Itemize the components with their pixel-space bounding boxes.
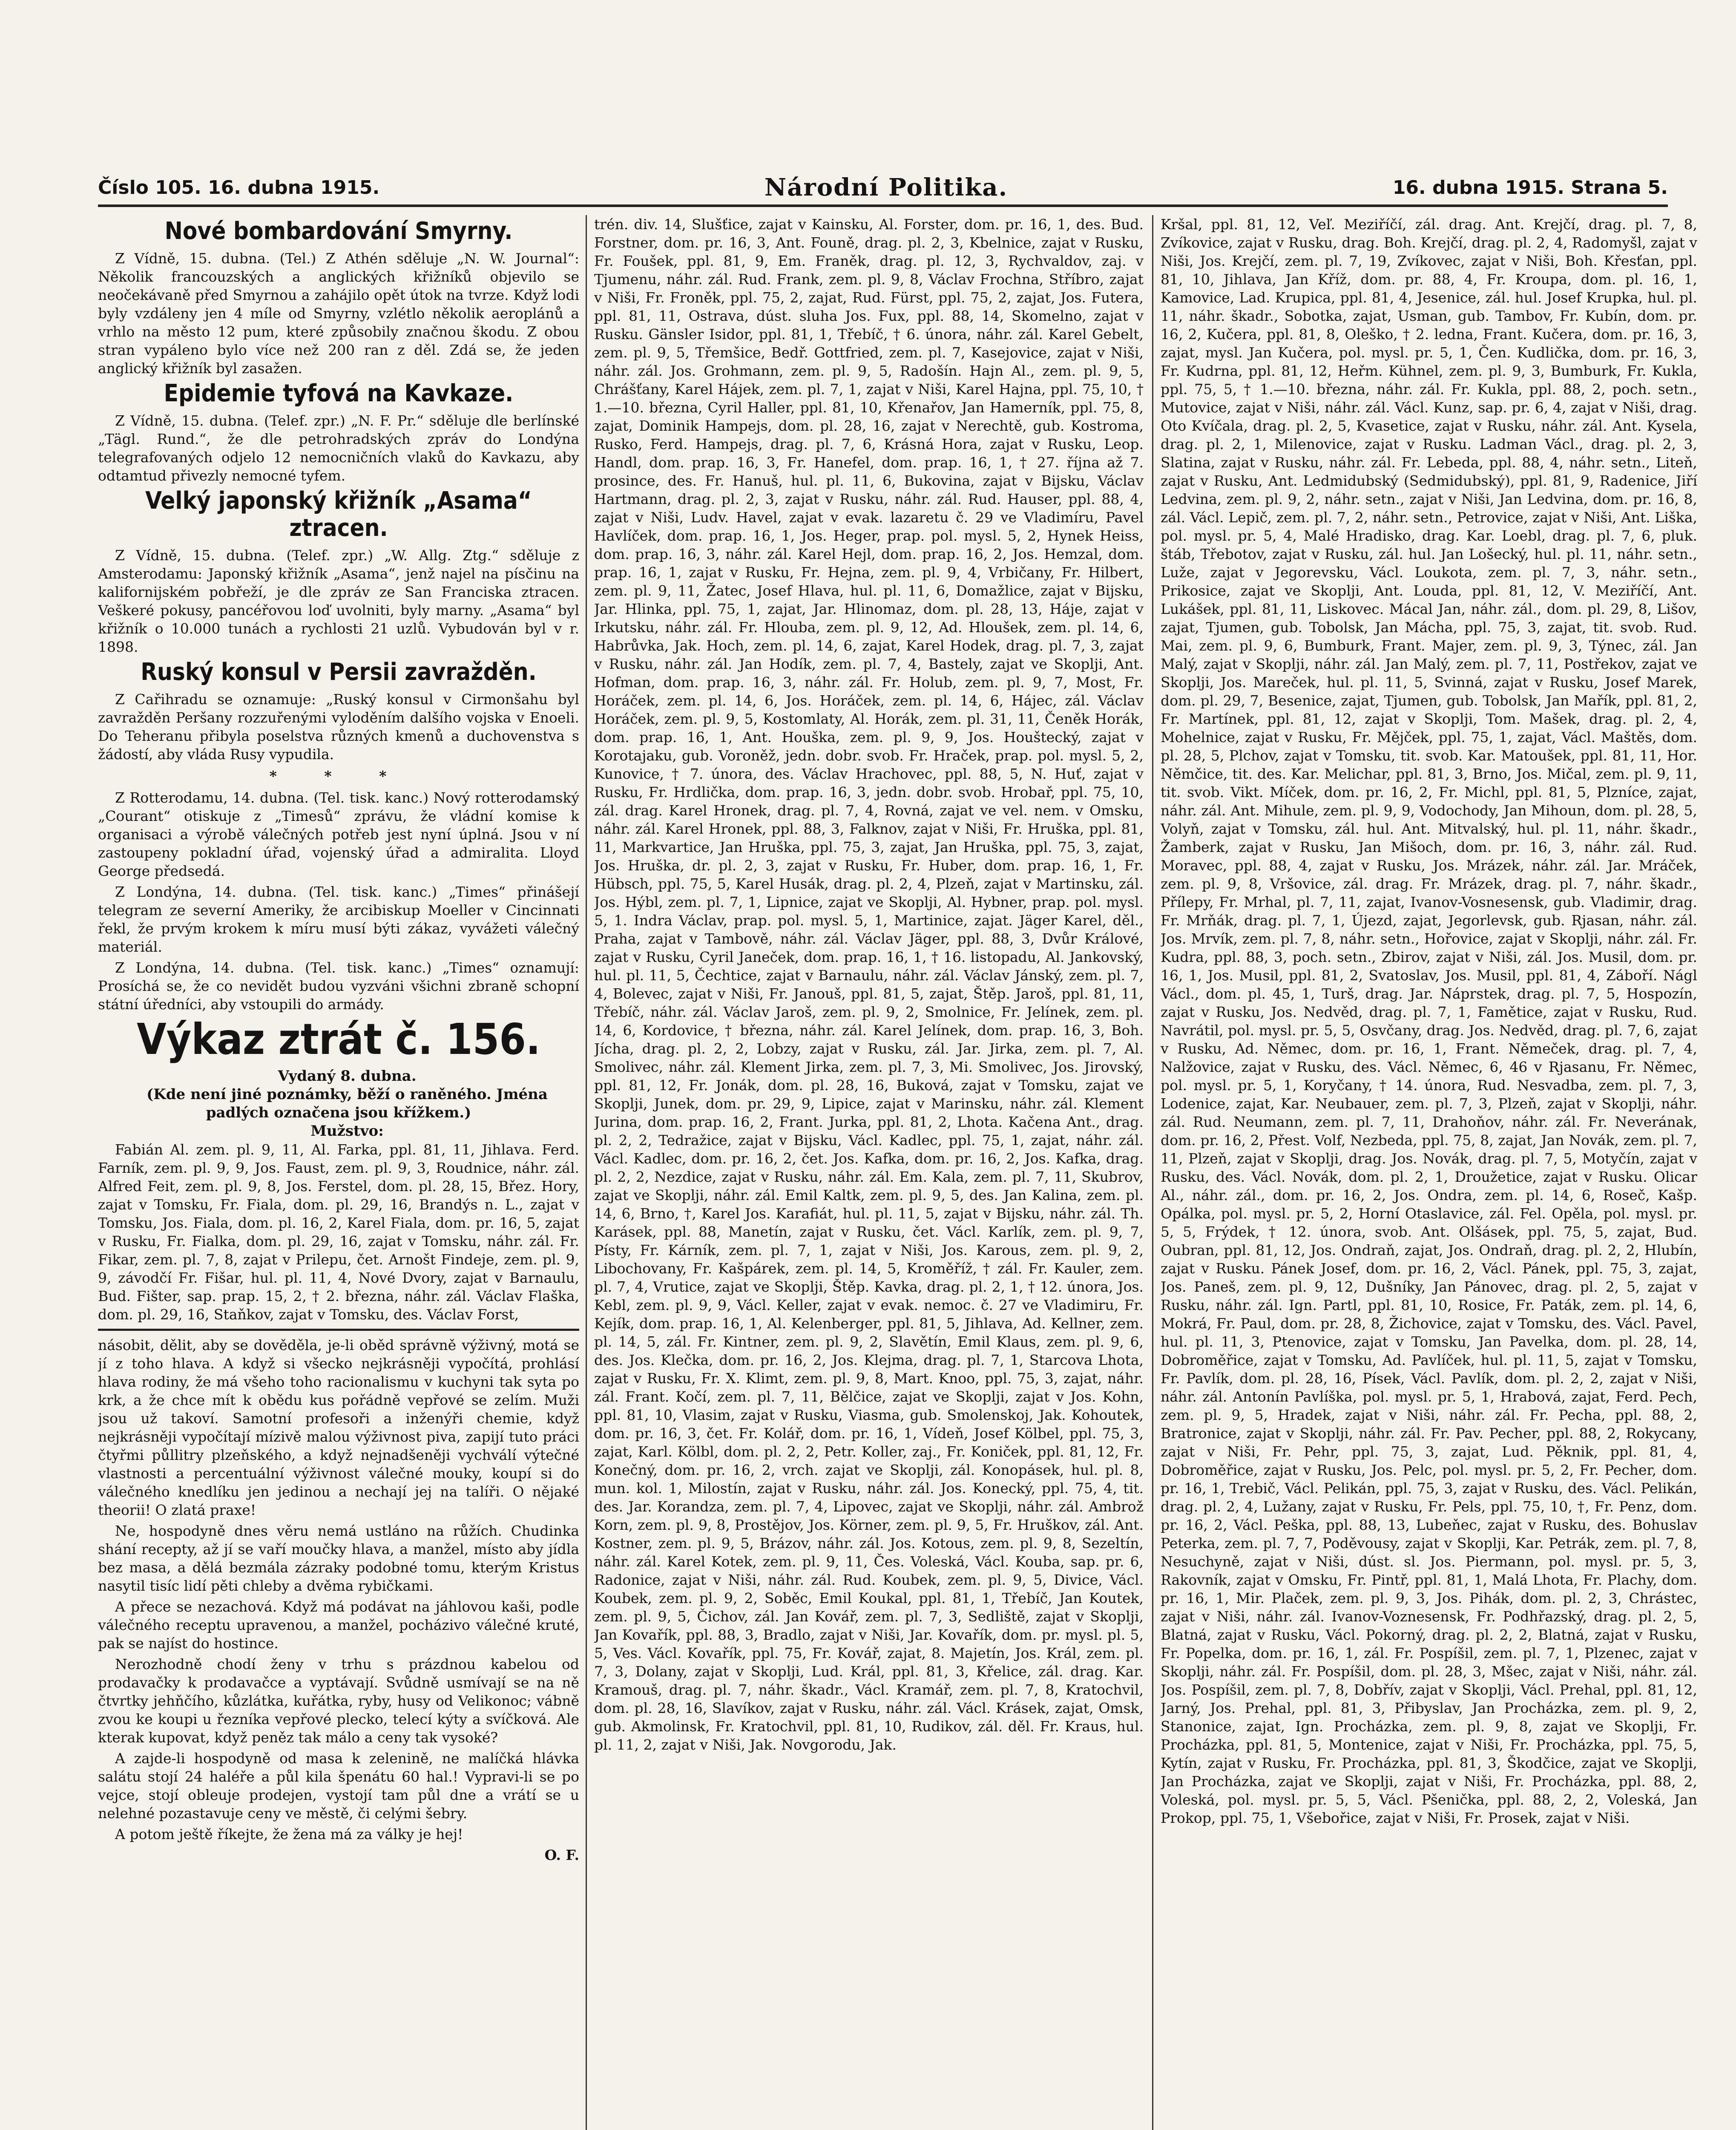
column-rule bbox=[1152, 215, 1153, 2130]
headline: Výkaz ztrát č. 156. bbox=[137, 1014, 540, 1064]
column-2 bbox=[594, 215, 1144, 2130]
feuilleton-text: A zajde-li hospodyně od masa k zelenině, ne malíčká hlávka salátu stojí 24 haléře a půl kila špenátu 60 hal.! Vypravi-li se po vejce, stojí obleuje prodejen, vystojí tam půl dne a vrátí se u nelehné pozastavuje ceny ve městě, či celými šebry. bbox=[98, 1750, 579, 1822]
feuilleton-text: A potom ještě říkejte, že žena má za války je hej! bbox=[115, 1826, 463, 1842]
feuilleton-text: Ne, hospodyně dnes věru nemá ustláno na růžích. Chudinka shání recepty, až jí se vaří moučky hlava, a manžel, místo aby jídla bez masa, a dělá bezmála zázraky podobné tomu, kterým Kristus nasytil tisíc lidí pěti chleby a dvěma rybičkami. bbox=[98, 1523, 579, 1594]
subheading: Mužstvo: bbox=[310, 1123, 384, 1140]
article-text: Z Londýna, 14. dubna. (Tel. tisk. kanc.) „Times“ přinášejí telegram ze severní Ameriky, že arcibiskup Moeller v Cincinnati řekl, že prvým krokem k míru musí býti zákaz, vyvážeti válečný materiál. bbox=[98, 884, 579, 955]
headline: Ruský konsul v Persii zavražděn. bbox=[141, 658, 537, 686]
article-text: Z Rotterodamu, 14. dubna. (Tel. tisk. kanc.) Nový rotterodamský „Courant“ otiskuje z „Timesů“ zprávu, že vládní komise k organisaci a výrobě válečných potřeb jest nyní úplná. Jsou v ní zastoupeny pokladní úřad, vojenský úřad a admiralita. Lloyd George předsedá. bbox=[98, 789, 579, 879]
headline: Nové bombardování Smyrny. bbox=[164, 217, 513, 245]
feuilleton-text: A přece se nezachová. Když má podávat na jáhlovou kaši, podle válečného receptu upravenou, a manžel, pocházivo válečné kruté, pak se najíst do hostince. bbox=[98, 1598, 579, 1652]
column-rule bbox=[586, 215, 587, 2130]
column-3 bbox=[1161, 215, 1697, 2130]
feuilleton-text: Nerozhodně chodí ženy v trhu s prázdnou kabelou od prodavačky k prodavačce a vyptávají. Svůdně usmívají se na ně čtvrtky jehňčího, kůzlátka, kuřátka, ryby, husy od Velikonoc; vábně zvou ke koupi u řezníka vepřové plecko, telecí kýty a svíčková. Ale kterak kupovat, když peněz tak málo a ceny tak vysoké? bbox=[98, 1656, 579, 1746]
subheading: (Kde není jiné poznámky, běží o raněného. Jména padlých označena jsou křížkem.) bbox=[147, 1086, 548, 1121]
headline: Epidemie tyfová na Kavkaze. bbox=[164, 380, 514, 407]
page-header bbox=[98, 170, 1668, 207]
signature: O. F. bbox=[544, 1847, 579, 1863]
article-text: Z Vídně, 15. dubna. (Telef. zpr.) „W. Allg. Ztg.“ sděluje z Amsterodamu: Japonský křižník „Asama“, jenž najel na písčinu na kalifornijském pobřeží, je dle zpráv ze San Franciska ztracen. Veškeré pokusy, pancéřovou loď uvolniti, byly marny. „Asama“ byl křižník o 10.000 tunách a rychlosti 21 uzlů. Vybudován byl v r. 1898. bbox=[98, 547, 579, 655]
headline: Velký japonský křižník „Asama“ ztracen. bbox=[145, 487, 532, 542]
section-stars: * * * bbox=[269, 768, 408, 784]
article-text: Z Londýna, 14. dubna. (Tel. tisk. kanc.) „Times“ oznamují: Prosíchá se, že co nevidět budou vyzváni všichni zbraně schopní státní úředníci, aby vstoupili do armády. bbox=[98, 959, 579, 1013]
newspaper-title: Národní Politika. bbox=[764, 173, 1008, 201]
page-date-number: 16. dubna 1915. Strana 5. bbox=[1392, 176, 1668, 199]
article-text: Z Vídně, 15. dubna. (Telef. zpr.) „N. F. Pr.“ sděluje dle berlínské „Tägl. Rund.“, že dle petrohradských zpráv do Londýna telegrafovaných odjelo 12 nemocničních vlaků do Kavkazu, aby odtamtud přivezly nemocné tyfem. bbox=[98, 412, 579, 484]
article-text: Z Cařihradu se oznamuje: „Ruský konsul v Cirmonšahu byl zavražděn Peršany rozzuřenými vyloděním dalšího vojska v Enoeli. Do Teheranu přibyla poselstva různých kmenů a duchovenstva s žádostí, aby vláda Rusy vypudila. bbox=[98, 691, 579, 763]
article-text: Z Vídně, 15. dubna. (Tel.) Z Athén sděluje „N. W. Journal“: Několik francouzských a anglických křižníků objevilo se neočekávaně před Smyrnou a zahájilo opět útok na tvrze. Když lodi byly vzdáleny jen 4 míle od Smyrny, vzlétlo několik aeroplánů a vrhlo na město 12 pum, které způsobily značnou škodu. Z obou stran vypáleno bylo více než 200 ran z děl. Zdá se, že jeden anglický křižník byl zasažen. bbox=[98, 250, 579, 377]
separator-rule bbox=[98, 1329, 579, 1331]
issue-number: Číslo 105. 16. dubna 1915. bbox=[98, 176, 380, 199]
casualty-list: trén. div. 14, Slušťice, zajat v Kainsku, Al. Forster, dom. pr. 16, 1, des. Bud. Forstner, dom. pr. 16, 3, Ant. Founě, drag. pl. 2, 3, Kbelnice, zajat v Rusku, Fr. Foušek, ppl. 81, 9, Em. Franěk, drag. pl. 12, 3, Rychvaldov, zaj. v Tjumenu, náhr. zál. Rud. Frank, zem. pl. 9, 8, Václav Frochna, Stříbro, zajat v Niši, Fr. Froněk, ppl. 75, 2, zajat, Rud. Fürst, ppl. 75, 2, zajat, Jos. Futera, ppl. 81, 11, Ostrava, dúst. sluha Jos. Fux, ppl. 88, 14, Skomelno, zajat v Rusku. Gänsler Isidor, ppl. 81, 1, Třebíč, † 6. února, náhr. zál. Karel Gebelt, zem. pl. 9, 5, Třemšice, Bedř. Gottfried, zem. pl. 7, Kasejovice, zajat v Niši, náhr. zál. Jos. Grohmann, zem. pl. 9, 5, Radošín. Hajn Al., zem. pl. 9, 5, Chrášťany, Karel Hájek, zem. pl. 7, 1, zajat v Niši, Karel Hajna, ppl. 75, 10, † 1.—10. března, Cyril Haller, ppl. 81, 10, Křenařov, Jan Hamerník, ppl. 75, 8, zajat, Dominik Hampejs, dom. pl. 28, 16, zajat v Nerechtě, gub. Kostroma, Rusko, Ferd. Hampejs, drag. pl. 7, 6, Krásná Hora, zajat v Rusku, Leop. Handl, dom. prap. 16, 3, Fr. Hanefel, dom. prap. 16, 1, † 27. října až 7. prosince, des. Fr. Hanuš, hul. pl. 11, 6, Bukovina, zajat v Bijsku, Václav Hartmann, drag. pl. 2, 3, zajat v Rusku, náhr. zál. Rud. Hauser, ppl. 88, 4, zajat v Niši, Ludv. Havel, zajat v evak. lazaretu č. 29 ve Vladimíru, Pavel Havlíček, dom. prap. 16, 1, Jos. Heger, prap. pol. mysl. 5, 2, Hynek Heiss, dom. prap. 16, 3, náhr. zál. Karel Hejl, dom. prap. 16, 2, Jos. Hemzal, dom. prap. 16, 1, zajat v Rusku, Fr. Hejna, zem. pl. 9, 4, Vrbičany, Fr. Hilbert, zem. pl. 9, 11, Žatec, Josef Hlava, hul. pl. 11, 6, Domažlice, zajat v Bijsku, Jar. Hlinka, ppl. 75, 1, zajat, Jar. Hlinomaz, dom. pl. 28, 13, Háje, zajat v Irkutsku, náhr. zál. Fr. Hlouba, zem. pl. 9, 12, Ad. Hloušek, zem. pl. 14, 6, Habrůvka, Jak. Hoch, zem. pl. 14, 6, zajat, Karel Hodek, drag. pl. 7, 3, zajat v Rusku, náhr. zál. Jan Hodík, zem. pl. 7, 4, Bastely, zajat ve Skoplji, Ant. Hofman, dom. prap. 16, 3, náhr. zál. Fr. Holub, zem. pl. 9, 7, Most, Fr. Horáček, zem. pl. 14, 6, Jos. Horáček, zem. pl. 14, 6, Hájec, zál. Václav Horáček, zem. pl. 9, 5, Kostomlaty, Al. Horák, zem. pl. 31, 11, Čeněk Horák, dom. prap. 16, 1, Ant. Houška, zem. pl. 9, 9, Jos. Houštecký, zajat v Korotajaku, gub. Voroněž, jedn. dobr. svob. Fr. Hraček, prap. pol. mysl. 5, 2, Kunovice, † 7. února, des. Václav Hrachovec, ppl. 88, 5, N. Huť, zajat v Rusku, Fr. Hrdlička, dom. prap. 16, 3, jedn. dobr. svob. Hrobař, ppl. 75, 10, zál. drag. Karel Hronek, drag. pl. 7, 4, Rovná, zajat ve vel. nem. v Omsku, náhr. zál. Karel Hronek, ppl. 88, 3, Falknov, zajat v Niši, Fr. Hruška, ppl. 81, 11, Markvartice, Jan Hruška, ppl. 75, 3, zajat, Jan Hruška, ppl. 75, 3, zajat, Jos. Hruška, dr. pl. 2, 3, zajat v Rusku, Fr. Huber, dom. prap. 16, 1, Fr. Hübsch, ppl. 75, 5, Karel Husák, drag. pl. 2, 4, Plzeň, zajat v Martinsku, zál. Jos. Hýbl, zem. pl. 7, 1, Lipnice, zajat ve Skoplji, Al. Hybner, prap. pol. mysl. 5, 1. Indra Václav, prap. pol. mysl. 5, 1, Martinice, zajat. Jäger Karel, děl., Praha, zajat v Tambově, náhr. zál. Václav Jäger, ppl. 88, 3, Dvůr Králové, zajat v Rusku, Cyril Janeček, dom. prap. 16, 1, † 16. listopadu, Al. Jankovský, hul. pl. 11, 5, Čechtice, zajat v Barnaulu, náhr. zál. Václav Jánský, zem. pl. 7, 4, Bolevec, zajat v Niši, Fr. Janouš, ppl. 81, 5, zajat, Štěp. Jaroš, ppl. 81, 11, Třebíč, náhr. zál. Václav Jaroš, zem. pl. 9, 2, Smolnice, Fr. Jelínek, zem. pl. 14, 6, Kordovice, † března, náhr. zál. Karel Jelínek, dom. prap. 16, 3, Boh. Jícha, drag. pl. 2, 2, Lobzy, zajat v Rusku, zál. Jar. Jirka, zem. pl. 7, Al. Smolivec, náhr. zál. Klement Jirka, zem. pl. 7, 3, Mi. Smolivec, Jos. Jirovský, ppl. 81, 12, Fr. Jonák, dom. pl. 28, 16, Buková, zajat v Tomsku, zajat ve Skoplji, Junek, dom. pr. 29, 9, Lipice, zajat v Marinsku, náhr. zál. Klement Jurina, dom. prap. 16, 2, Frant. Jurka, ppl. 81, 2, Lhota. Kačena Ant., drag. pl. 2, 2, Tedražice, zajat v Bijsku, Václ. Kadlec, ppl. 75, 1, zajat, náhr. zál. Václ. Kadlec, dom. pr. 16, 2, čet. Jos. Kafka, dom. pr. 16, 2, Jos. Kafka, drag. pl. 2, 2, Nezdice, zajat v Rusku, náhr. zál. Em. Kala, zem. pl. 7, 11, Skubrov, zajat ve Skoplji, náhr. zál. Emil Kaltk, zem. pl. 9, 5, des. Jan Kalina, zem. pl. 14, 6, Brno, †, Karel Jos. Karafiát, hul. pl. 11, 5, zajat v Bijsku, náhr. zál. Th. Karásek, ppl. 88, Manetín, zajat v Rusku, čet. Václ. Karlík, zem. pl. 9, 7, Písty, Fr. Kárník, zem. pl. 7, 1, zajat v Niši, Jos. Karous, zem. pl. 9, 2, Libochovany, Fr. Kašpárek, zem. pl. 14, 5, Kroměříž, † zál. Fr. Kauler, zem. pl. 7, 4, Vrutice, zajat ve Skoplji, Štěp. Kavka, drag. pl. 2, 1, † 12. února, Jos. Kebl, zem. pl. 9, 9, Václ. Keller, zajat v evak. nemoc. č. 27 ve Vladimiru, Fr. Kejík, dom. prap. 16, 1, Al. Kelenberger, ppl. 81, 5, Jihlava, Ad. Kellner, zem. pl. 14, 5, zál. Fr. Kintner, zem. pl. 9, 2, Slavětín, Emil Klaus, zem. pl. 9, 6, des. Jos. Klečka, dom. pr. 16, 2, Jos. Klejma, drag. pl. 7, 1, Starcova Lhota, zajat v Rusku, Fr. X. Klimt, zem. pl. 9, 8, Mart. Knoo, ppl. 75, 3, zajat, náhr. zál. Frant. Kočí, zem. pl. 7, 11, Bělčice, zajat ve Skoplji, zajat v Jos. Kohn, ppl. 81, 10, Vlasim, zajat v Rusku, Viasma, gub. Smolenskoj, Jak. Kohoutek, dom. pr. 16, 3, čet. Fr. Kolář, dom. pr. 16, 1, Vídeň, Josef Kölbel, ppl. 75, 3, zajat, Karl. Kölbl, dom. pl. 2, 2, Petr. Koller, zaj., Fr. Koniček, ppl. 81, 12, Fr. Konečný, dom. pr. 16, 2, vrch. zajat ve Skoplji, zál. Konopásek, hul. pl. 8, mun. kol. 1, Milostín, zajat v Rusku, náhr. zál. Jos. Konecký, ppl. 75, 4, tit. des. Jar. Korandza, zem. pl. 7, 4, Lipovec, zajat ve Skoplji, náhr. zál. Ambrož Korn, zem. pl. 9, 8, Prostějov, Jos. Körner, zem. pl. 9, 5, Fr. Hruškov, zál. Ant. Kostner, zem. pl. 9, 5, Brázov, náhr. zál. Jos. Kotous, zem. pl. 9, 8, Sezeltín, náhr. zál. Karel Kotek, zem. pl. 9, 11, Čes. Voleská, Václ. Kouba, sap. pr. 6, Radonice, zajat v Niši, náhr. zál. Rud. Koubek, zem. pl. 9, 5, Divice, Václ. Koubek, zem. pl. 9, 2, Soběc, Emil Koukal, ppl. 81, 1, Třebíč, Jan Koutek, zem. pl. 9, 5, Čichov, zál. Jan Kovář, zem. pl. 7, 3, Sedliště, zajat v Skoplji, Jan Kovařík, ppl. 88, 3, Bradlo, zajat v Niši, Jar. Kovařík, dom. pr. mysl. pl. 5, 5, Ves. Václ. Kovařík, ppl. 75, Fr. Kovář, zajat, 8. Majetín, Jos. Král, zem. pl. 7, 3, Dolany, zajat v Skoplji, Lud. Král, ppl. 81, 3, Křelice, zál. drag. Kar. Kramouš, drag. pl. 7, náhr. škadr., Václ. Kramář, zem. pl. 7, 8, Kratochvil, dom. pl. 28, 16, Slavíkov, zajat v Rusku, náhr. zál. Václ. Krásek, zajat, Omsk, gub. Akmolinsk, Fr. Kratochvil, ppl. 81, 10, Rudikov, zál. děl. Fr. Kraus, hul. pl. 11, 2, zajat v Niši, Jak. Novgorodu, Jak. bbox=[594, 216, 1144, 1753]
subheading: Vydaný 8. dubna. bbox=[278, 1068, 417, 1085]
casualty-list: Kršal, ppl. 81, 12, Veľ. Meziříčí, zál. drag. Ant. Krejčí, drag. pl. 7, 8, Zvíkovice, zajat v Rusku, drag. Boh. Krejčí, drag. pl. 2, 4, Radomyšl, zajat v Niši, Jos. Krejčí, zem. pl. 7, 19, Zvíkovec, zajat v Niši, Boh. Křesťan, ppl. 81, 10, Jihlava, Jan Kříž, dom. pr. 88, 4, Fr. Kroupa, dom. pl. 16, 1, Kamovice, Lad. Krupica, ppl. 81, 4, Jesenice, zál. hul. Josef Krupka, hul. pl. 11, náhr. škadr., Sobotka, zajat, Usman, gub. Tambov, Fr. Kubín, dom. pr. 16, 2, Kučera, ppl. 81, 8, Oleško, † 2. ledna, Frant. Kučera, dom. pr. 16, 3, zajat, mysl. Jan Kučera, pol. mysl. pr. 5, 1, Čen. Kudlička, dom. pr. 16, 3, Fr. Kudrna, ppl. 81, 12, Heřm. Kühnel, zem. pl. 9, 3, Bumburk, Fr. Kukla, ppl. 75, 5, † 1.—10. března, náhr. zál. Fr. Kukla, ppl. 88, 2, poch. setn., Mutovice, zajat v Niši, náhr. zál. Václ. Kunz, sap. pr. 6, 4, zajat v Niši, drag. Oto Kvíčala, drag. pl. 2, 5, Kvasetice, zajat v Rusku, náhr. zál. Ant. Kysela, drag. pl. 2, 1, Milenovice, zajat v Rusku. Ladman Václ., drag. pl. 2, 3, Slatina, zajat v Rusku, náhr. zál. Fr. Lebeda, ppl. 88, 4, náhr. setn., Liteň, zajat v Rusku, Ant. Ledmidubský (Sedmidubský), ppl. 81, 9, Radenice, Jiří Ledvina, zem. pl. 9, 2, náhr. setn., zajat v Niši, Jan Ledvina, dom. pr. 16, 8, zál. Václ. Lepič, zem. pl. 7, 2, náhr. setn., Petrovice, zajat v Niši, Ant. Liška, pol. mysl. pr. 5, 4, Malé Hradisko, drag. Kar. Loebl, drag. pl. 7, 6, pluk. štáb, Třebotov, zajat v Rusku, zál. hul. Jan Lošecký, hul. pl. 11, náhr. setn., Luže, zajat v Jegorevsku, Václ. Loukota, zem. pl. 7, 3, náhr. setn., Prikosice, zajat ve Skoplji, Ant. Louda, ppl. 81, 12, V. Meziříčí, Ant. Lukášek, ppl. 81, 11, Liskovec. Mácal Jan, náhr. zál., dom. pl. 29, 8, Lišov, zajat, Tjumen, gub. Tobolsk, Jan Mácha, ppl. 75, 3, zajat, tit. svob. Rud. Mai, zem. pl. 9, 6, Bumburk, Frant. Majer, zem. pl. 9, 3, Týnec, zál. Jan Malý, zajat v Skoplji, náhr. zál. Jan Malý, zem. pl. 7, 11, Postřekov, zajat ve Skoplji, Jos. Mareček, hul. pl. 11, 5, Svinná, zajat v Rusku, Josef Marek, dom. pl. 29, 7, Besenice, zajat, Tjumen, gub. Tobolsk, Jan Mařík, ppl. 81, 2, Fr. Martínek, ppl. 81, 12, zajat v Skoplji, Tom. Mašek, drag. pl. 2, 4, Mohelnice, zajat v Rusku, Fr. Mějček, ppl. 75, 1, zajat, Václ. Maštěs, dom. pl. 28, 5, Plchov, zajat v Tomsku, tit. svob. Kar. Matoušek, ppl. 81, 11, Hor. Němčice, tit. des. Kar. Melichar, ppl. 81, 3, Brno, Jos. Mičal, zem. pl. 9, 11, tit. svob. Vikt. Míček, dom. pr. 16, 2, Fr. Michl, ppl. 81, 5, Plzníce, zajat, náhr. zál. Ant. Mihule, zem. pl. 9, 9, Vodochody, Jan Mihoun, dom. pl. 28, 5, Volyň, zajat v Tomsku, zál. hul. Ant. Mitvalský, hul. pl. 11, náhr. škadr., Žamberk, zajat v Rusku, Jan Mišoch, dom. pr. 16, 3, náhr. zál. Rud. Moravec, ppl. 88, 4, zajat v Rusku, Jos. Mrázek, náhr. zál. Jar. Mráček, zem. pl. 9, 8, Vršovice, zál. drag. Fr. Mrázek, drag. pl. 7, náhr. škadr., Přílepy, Fr. Mrhal, pl. 7, 11, zajat, Ivanov-Vosnesensk, gub. Vladimir, drag. Fr. Mrňák, drag. pl. 7, 1, Újezd, zajat, Jegorlevsk, gub. Rjasan, náhr. zál. Jos. Mrvík, zem. pl. 7, 8, náhr. setn., Hořovice, zajat v Skoplji, náhr. zál. Fr. Kudra, ppl. 88, 3, poch. setn., Zbirov, zajat v Niši, zál. Jos. Musil, dom. pr. 16, 1, Jos. Musil, ppl. 81, 2, Svatoslav, Jos. Musil, ppl. 81, 4, Záboří. Nágl Václ., dom. pl. 45, 1, Turš, drag. Jar. Náprstek, drag. pl. 7, 5, Hospozín, zajat v Rusku, Jos. Nedvěd, drag. pl. 7, 1, Famětice, zajat v Rusku, Rud. Navrátil, pol. mysl. pr. 5, 5, Osvčany, drag. Jos. Nedvěd, drag. pl. 7, 6, zajat v Rusku, Ad. Němec, dom. pr. 16, 1, Frant. Němeček, drag. pl. 7, 4, Nalžovice, zajat v Rusku, des. Václ. Němec, 6, 46 v Rjasanu, Fr. Němec, pol. mysl. pr. 5, 1, Koryčany, † 14. února, Rud. Nesvadba, zem. pl. 7, 3, Lodenice, zajat, Kar. Neubauer, zem. pl. 7, 3, Plzeň, zajat v Skoplji, náhr. zál. Rud. Neumann, zem. pl. 7, 11, Drahoňov, náhr. zál. Fr. Neverának, dom. pr. 16, 2, Přest. Volf, Nezbeda, ppl. 75, 8, zajat, Jan Novák, zem. pl. 7, 11, Plzeň, zajat v Skoplji, drag. Jos. Novák, drag. pl. 7, 5, Motyčín, zajat v Rusku, des. Václ. Novák, dom. pl. 2, 1, Droužetice, zajat v Rusku. Olicar Al., náhr. zál., dom. pr. 16, 2, Jos. Ondra, zem. pl. 14, 6, Roseč, Kašp. Opálka, pol. mysl. pr. 5, 2, Horní Otaslavice, zál. Fel. Opěla, pol. mysl. pr. 5, 5, Frýdek, † 12. února, svob. Ant. Olšásek, ppl. 75, 5, zajat, Bud. Oubran, ppl. 81, 12, Jos. Ondraň, zajat, Jos. Ondraň, drag. pl. 2, 2, Hlubín, zajat v Rusku. Pánek Josef, dom. pr. 16, 2, Václ. Pánek, ppl. 75, 3, zajat, Jos. Paneš, zem. pl. 9, 12, Dušníky, Jan Pánovec, drag. pl. 2, 5, zajat v Rusku, náhr. zál. Ign. Partl, ppl. 81, 10, Rosice, Fr. Paták, zem. pl. 14, 6, Mokrá, Fr. Paul, dom. pr. 28, 8, Žichovice, zajat v Tomsku, des. Václ. Pavel, hul. pl. 11, 3, Ptenovice, zajat v Tomsku, Jan Pavelka, dom. pl. 28, 14, Dobroměřice, zajat v Tomsku, Ad. Pavlíček, hul. pl. 11, 5, zajat v Tomsku, Fr. Pavlík, dom. pl. 28, 16, Písek, Václ. Pavlík, dom. pl. 2, 2, zajat v Niši, náhr. zál. Antonín Pavlíška, pol. mysl. pr. 5, 1, Hrabová, zajat, Ferd. Pech, zem. pl. 9, 5, Hradek, zajat v Niši, náhr. zál. Fr. Pecha, ppl. 88, 2, Bratronice, zajat v Skoplji, náhr. zál. Fr. Pav. Pecher, ppl. 88, 2, Rokycany, zajat v Niši, Fr. Pehr, ppl. 75, 3, zajat, Lud. Pěknik, ppl. 81, 4, Dobroměřice, zajat v Rusku, Jos. Pelc, pol. mysl. pr. 5, 2, Fr. Pecher, dom. pr. 16, 1, Trebič, Václ. Pelikán, ppl. 75, 3, zajat v Rusku, des. Václ. Pelikán, drag. pl. 2, 4, Lužany, zajat v Rusku, Fr. Pels, ppl. 75, 10, †, Fr. Penz, dom. pr. 16, 2, Václ. Peška, ppl. 88, 13, Lubeňec, zajat v Rusku, des. Bohuslav Peterka, zem. pl. 7, 7, Poděvousy, zajat v Skoplji, Kar. Petrák, zem. pl. 7, 8, Nesuchyně, zajat v Niši, dúst. sl. Jos. Piermann, pol. mysl. pr. 5, 3, Rakovník, zajat v Omsku, Fr. Pintř, ppl. 81, 1, Malá Lhota, Fr. Plachy, dom. pr. 16, 1, Mir. Plaček, zem. pl. 9, 3, Jos. Pihák, dom. pl. 2, 3, Chrástec, zajat v Niši, náhr. zál. Ivanov-Voznesensk, Fr. Podhřazský, drag. pl. 2, 5, Blatná, zajat v Rusku, Václ. Pokorný, drag. pl. 2, 2, Blatná, zajat v Rusku, Fr. Popelka, dom. pr. 16, 1, zál. Fr. Pospíšil, zem. pl. 7, 1, Plzenec, zajat v Skoplji, náhr. zál. Fr. Pospíšil, dom. pl. 28, 3, Mšec, zajat v Niši, náhr. zál. Jos. Pospíšil, zem. pl. 7, 8, Dobřív, zajat v Skoplji, Václ. Prehal, ppl. 81, 12, Jarný, Jos. Prehal, ppl. 81, 3, Přibyslav, Jan Procházka, zem. pl. 9, 2, Stanonice, zajat, Ign. Procházka, zem. pl. 9, 8, zajat ve Skoplji, Fr. Procházka, ppl. 81, 5, Montenice, zajat v Niši, Fr. Procházka, ppl. 75, 5, Kytín, zajat v Rusku, Fr. Procházka, ppl. 81, 3, Škodčice, zajat ve Skoplji, Jan Procházka, zajat ve Skoplji, zajat v Niši, Fr. Procházka, ppl. 88, 2, Voleská, pol. mysl. pr. 5, 5, Václ. Pšenička, ppl. 88, 2, 2, Voleská, Jan Prokop, ppl. 75, 1, Všebořice, zajat v Niši, Fr. Prosek, zajat v Niši. bbox=[1161, 216, 1697, 1826]
column-1 bbox=[98, 215, 579, 2130]
casualty-list: Fabián Al. zem. pl. 9, 11, Al. Farka, ppl. 81, 11, Jihlava. Ferd. Farník, zem. pl. 9, 9, Jos. Faust, zem. pl. 9, 3, Roudnice, náhr. zál. Alfred Feit, zem. pl. 9, 8, Jos. Ferstel, dom. pl. 28, 15, Břez. Hory, zajat v Tomsku, Fr. Fiala, dom. pl. 29, 16, Brandýs n. L., zajat v Tomsku, Jos. Fiala, dom. pl. 16, 2, Karel Fiala, dom. pr. 16, 5, zajat v Rusku, Fr. Fialka, dom. pl. 29, 16, zajat v Tomsku, náhr. zál. Fr. Fikar, zem. pl. 7, 8, zajat v Prilepu, čet. Arnošt Findeje, zem. pl. 9, 9, závodčí Fr. Fišar, hul. pl. 11, 4, Nové Dvory, zajat v Barnaulu, Bud. Fišter, sap. prap. 15, 2, † 2. března, náhr. zál. Václav Flaška, dom. pl. 29, 16, Staňkov, zajat v Tomsku, des. Václav Forst, bbox=[98, 1141, 579, 1323]
feuilleton-text: násobit, dělit, aby se dověděla, je-li oběd správně výživný, motá se jí z toho hlava. A když si všecko nejkrásněji vypočítá, prohlásí hlava rodiny, že má všeho toho racionalismu v kuchyni tak syta po krk, a že chce mít k obědu kus pořádně vepřové se zelím. Muži jsou už takoví. Samotní profesoři a inženýři chemie, když nejkrásněji vypočítají mízivě malou výživnost piva, zapijí tuto práci čtyřmi půllitry plzeňského, a když nejnadšeněji vychválí výtečné vlastnosti a percentuální výživnost válečné mouky, koupí si do válečného knedlíku jen jedinou a nechají jej na talíři. O nějaké theorii! O zlatá praxe! bbox=[98, 1337, 579, 1518]
